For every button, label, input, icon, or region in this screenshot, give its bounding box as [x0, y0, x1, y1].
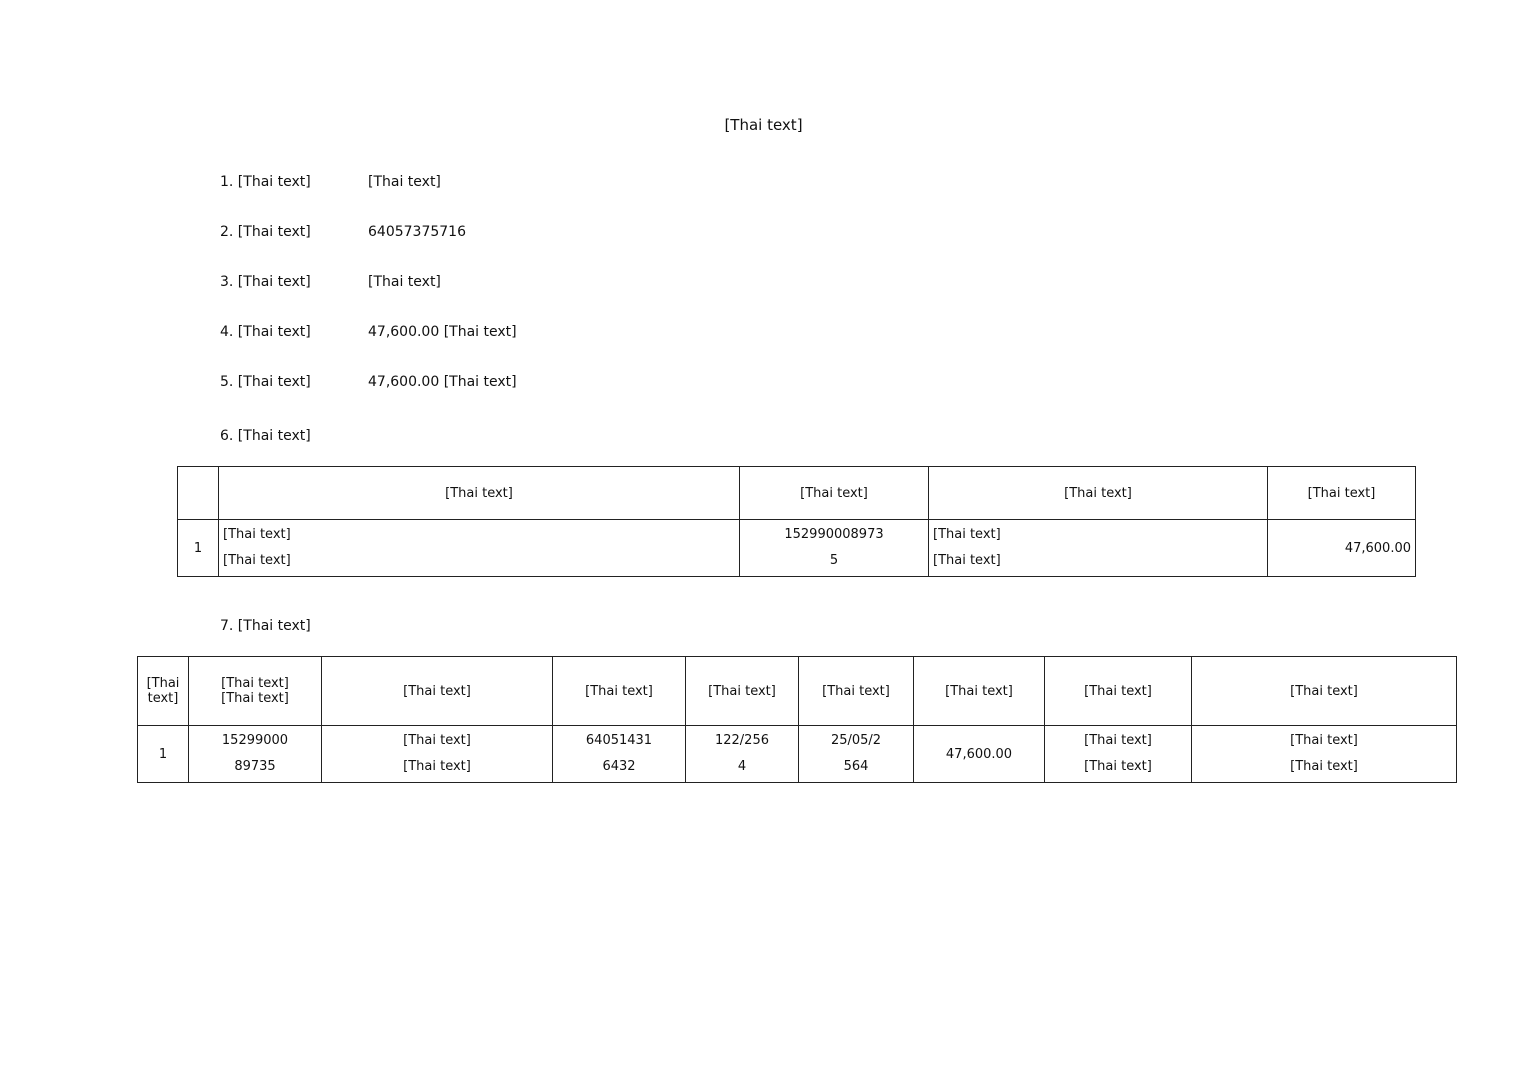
cell-line: [Thai text] — [1084, 759, 1152, 774]
cell-line: [Thai text] — [1084, 733, 1152, 748]
cell-line: [Thai text] — [1290, 759, 1358, 774]
cell-bidder-name — [929, 520, 1268, 577]
cell-offered-price: 47,600.00 — [1268, 520, 1416, 577]
cell-item — [219, 520, 740, 577]
info-value: [Thai text] — [368, 174, 441, 190]
cell-line: 25/05/2 — [830, 733, 882, 748]
table-row — [178, 520, 1416, 577]
info-value: [Thai text] — [368, 274, 441, 290]
cell-reason — [1192, 726, 1457, 783]
info-label: 1. [Thai text] — [220, 174, 311, 190]
header-amount: [Thai text] — [914, 657, 1045, 726]
cell-line: 564 — [843, 759, 869, 774]
header-no — [178, 467, 219, 520]
info-value: 47,600.00 [Thai text] — [368, 324, 517, 340]
header-seller: [Thai text] — [322, 657, 553, 726]
bidders-table — [177, 466, 1416, 577]
header-item: [Thai text] — [219, 467, 740, 520]
info-label: 2. [Thai text] — [220, 224, 311, 240]
header-reason: [Thai text] — [1192, 657, 1457, 726]
cell-line: [Thai text] — [403, 733, 471, 748]
table-row — [138, 726, 1457, 783]
cell-no: 1 — [138, 726, 189, 783]
cell-no: 1 — [178, 520, 219, 577]
header-tax-id — [189, 657, 322, 726]
header-no: [Thai text] — [138, 657, 189, 726]
cell-status — [1045, 726, 1192, 783]
cell-line: 15299000 — [221, 733, 289, 748]
info-value: 64057375716 — [368, 224, 466, 240]
winner-section-title: 7. [Thai text] — [220, 618, 311, 634]
cell-tax-id — [189, 726, 322, 783]
cell-tax-id — [740, 520, 929, 577]
table-header-row — [138, 657, 1457, 726]
cell-seller — [322, 726, 553, 783]
header-contract-date: [Thai text] — [799, 657, 914, 726]
cell-contract-no — [686, 726, 799, 783]
header-status: [Thai text] — [1045, 657, 1192, 726]
cell-line: [Thai text] — [223, 527, 291, 542]
cell-line: 122/256 — [714, 733, 769, 748]
cell-line: [Thai text] — [1290, 733, 1358, 748]
document-title: [Thai text] — [724, 116, 803, 134]
cell-line: [Thai text] — [403, 759, 471, 774]
cell-line: 89735 — [234, 759, 276, 774]
bidders-section-title: 6. [Thai text] — [220, 428, 311, 444]
header-line: [Thai text] — [221, 676, 289, 691]
header-tax-id: [Thai text] — [740, 467, 929, 520]
info-value: 47,600.00 [Thai text] — [368, 374, 517, 390]
header-control-no: [Thai text] — [553, 657, 686, 726]
info-label: 4. [Thai text] — [220, 324, 311, 340]
cell-line: 152990008973 — [784, 527, 884, 542]
cell-line: 64051431 — [585, 733, 653, 748]
cell-line: [Thai text] — [933, 553, 1001, 568]
cell-line: 6432 — [602, 759, 636, 774]
info-label: 5. [Thai text] — [220, 374, 311, 390]
cell-contract-date — [799, 726, 914, 783]
cell-control-no — [553, 726, 686, 783]
cell-line: [Thai text] — [223, 553, 291, 568]
cell-line: 5 — [829, 553, 839, 568]
table-header-row — [178, 467, 1416, 520]
cell-line: 4 — [737, 759, 747, 774]
cell-amount: 47,600.00 — [914, 726, 1045, 783]
info-label: 3. [Thai text] — [220, 274, 311, 290]
winner-table — [137, 656, 1457, 783]
header-contract-no: [Thai text] — [686, 657, 799, 726]
header-line: [Thai text] — [221, 691, 289, 706]
header-offered-price: [Thai text] — [1268, 467, 1416, 520]
cell-line: [Thai text] — [933, 527, 1001, 542]
header-bidder-name: [Thai text] — [929, 467, 1268, 520]
